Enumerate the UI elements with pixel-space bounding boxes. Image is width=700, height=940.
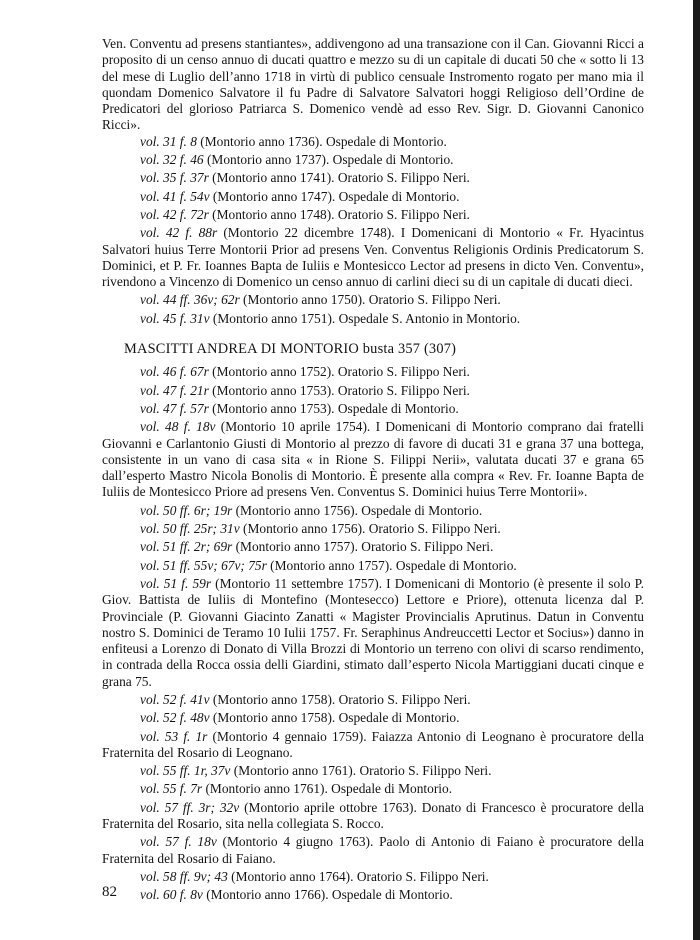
entry-reference: vol. 52 f. 48v <box>140 710 210 726</box>
archive-entry <box>102 364 644 380</box>
entry-reference: vol. 35 f. 37r <box>140 170 209 186</box>
archive-entry <box>102 521 644 537</box>
entry-text: (Montorio anno 1747). Ospedale di Montorio. <box>209 188 460 204</box>
entry-reference: vol. 46 f. 67r <box>140 364 209 380</box>
entry-reference: vol. 57 ff. 3r; 32v <box>140 799 240 815</box>
archive-entry <box>102 207 644 223</box>
entry-reference: vol. 57 f. 18v <box>140 834 217 850</box>
page-number: 82 <box>102 884 117 900</box>
entry-reference: vol. 53 f. 1r <box>140 728 208 744</box>
entry-text: (Montorio anno 1750). Oratorio S. Filippo Neri. <box>239 292 501 308</box>
archive-entry <box>102 763 644 779</box>
entry-text: (Montorio 4 gennaio 1759). Faiazza Antonio di Leognano è procuratore della Fraternita del Rosario di Leognano. <box>102 728 644 760</box>
opening-paragraph: Ven. Conventu ad presens stantiantes», addivengono ad una transazione con il Can. Giovanni Ricci a proposito di un censo annuo di ducati quattro e mezzo su di un capitale di ducati 50 che « sotto li 13 del mese di Luglio dell’anno 1718 in virtù di publico censuale Instromento rogato per mano mia il quondam Domenico Salvatore il fu Padre di Salvatore Salvatori hoggi Religioso dell’Ordine de Predicatori del glorioso Patriarca S. Domenico vendè ad esso Rev. Sigr. D. Giovanni Canonico Ricci». <box>102 36 644 133</box>
archive-entry <box>102 292 644 308</box>
archive-entry <box>102 539 644 555</box>
entry-text: (Montorio anno 1758). Oratorio S. Filippo Neri. <box>209 691 471 707</box>
entry-text: (Montorio anno 1761). Ospedale di Montorio. <box>202 781 453 797</box>
entry-text: (Montorio anno 1736). Ospedale di Montorio. <box>196 133 447 149</box>
entries-after-list <box>102 364 644 903</box>
entry-text: (Montorio 10 aprile 1754). I Domenicani di Montorio comprano dai fratelli Giovanni e Carlantonio Giusti di Montorio al prezzo di favore di ducati 31 e grana 37 una bottega, consistente in un vano di casa sita « in Rione S. Filippi Nerii», valutata ducati 37 e grana 65 dall’esperto Mastro Nicola Bonolis di Montorio. È presente alla compra « Rev. Fr. Ioanne Bapta de Iuliis de Montesicco Priore ad presens Ven. Conventus S. Dominici huius Terre Montorii». <box>102 419 644 500</box>
archive-entry <box>102 225 644 290</box>
page-body <box>102 36 644 906</box>
archive-entry <box>102 710 644 726</box>
entry-reference: vol. 50 ff. 25r; 31v <box>140 521 240 537</box>
entry-text: (Montorio anno 1751). Ospedale S. Antonio in Montorio. <box>209 310 521 326</box>
entry-text: (Montorio anno 1753). Oratorio S. Filippo Neri. <box>208 382 470 398</box>
entry-reference: vol. 42 f. 88r <box>140 225 218 241</box>
entry-text: (Montorio anno 1756). Ospedale di Montorio. <box>232 502 483 518</box>
archive-entry <box>102 134 644 150</box>
entries-before-list <box>102 134 644 327</box>
archive-entry <box>102 692 644 708</box>
entry-text: (Montorio anno 1737). Ospedale di Montorio. <box>203 152 454 168</box>
archive-entry <box>102 152 644 168</box>
entry-text: (Montorio anno 1753). Ospedale di Montorio. <box>208 400 459 416</box>
archive-entry <box>102 869 644 885</box>
entry-text: (Montorio anno 1757). Ospedale di Montorio. <box>266 557 517 573</box>
entry-reference: vol. 31 f. 8 <box>140 133 197 149</box>
entry-reference: vol. 60 f. 8v <box>140 887 203 903</box>
entry-text: (Montorio anno 1761). Oratorio S. Filippo Neri. <box>230 763 492 779</box>
entry-reference: vol. 51 f. 59r <box>140 575 212 591</box>
entry-text: (Montorio anno 1766). Ospedale di Montorio. <box>202 887 453 903</box>
entry-text: (Montorio 4 giugno 1763). Paolo di Antonio di Faiano è procuratore della Fraternita del Rosario di Faiano. <box>102 834 644 866</box>
entry-reference: vol. 32 f. 46 <box>140 152 204 168</box>
entry-reference: vol. 55 ff. 1r, 37v <box>140 763 231 779</box>
section-heading: MASCITTI ANDREA DI MONTORIO busta 357 (307) <box>124 341 457 358</box>
entry-text: (Montorio anno 1741). Oratorio S. Filippo Neri. <box>208 170 470 186</box>
entry-reference: vol. 55 f. 7r <box>140 781 203 797</box>
entry-reference: vol. 47 f. 21r <box>140 382 209 398</box>
entry-reference: vol. 41 f. 54v <box>140 188 210 204</box>
entry-reference: vol. 42 f. 72r <box>140 206 209 222</box>
entry-reference: vol. 50 ff. 6r; 19r <box>140 502 233 518</box>
archive-entry <box>102 170 644 186</box>
entry-text: (Montorio anno 1758). Ospedale di Montorio. <box>209 710 460 726</box>
entry-reference: vol. 47 f. 57r <box>140 400 209 416</box>
entry-text: (Montorio anno 1756). Oratorio S. Filippo Neri. <box>239 521 501 537</box>
entry-reference: vol. 51 ff. 55v; 67v; 75r <box>140 557 267 573</box>
entry-reference: vol. 44 ff. 36v; 62r <box>140 292 240 308</box>
archive-entry <box>102 729 644 762</box>
entry-reference: vol. 45 f. 31v <box>140 310 210 326</box>
entry-reference: vol. 48 f. 18v <box>140 419 216 435</box>
archive-entry <box>102 887 644 903</box>
archive-entry <box>102 383 644 399</box>
entry-text: (Montorio anno 1764). Oratorio S. Filippo Neri. <box>227 868 489 884</box>
archive-entry <box>102 311 644 327</box>
page-edge-shadow <box>693 0 700 940</box>
archive-entry <box>102 800 644 833</box>
entry-text: (Montorio anno 1748). Oratorio S. Filippo Neri. <box>208 206 470 222</box>
entry-text: (Montorio 22 dicembre 1748). I Domenicani di Montorio « Fr. Hyacintus Salvatori huius Terre Montorii Prior ad presens Ven. Conventus Religionis Ordinis Predicatorum S. Dominici, et P. Fr. Ioannes Bapta de Iuliis e Montesicco Lector ad presens in dicto Ven. Conventu», rivendono a Vincenzo di Domenico un censo annuo di carlini dieci su di un capitale di ducati dieci. <box>102 225 645 290</box>
archive-entry <box>102 401 644 417</box>
archive-entry <box>102 189 644 205</box>
entry-reference: vol. 58 ff. 9v; 43 <box>140 868 228 884</box>
entry-reference: vol. 51 ff. 2r; 69r <box>140 539 233 555</box>
archive-entry <box>102 781 644 797</box>
archive-entry <box>102 558 644 574</box>
archive-entry <box>102 503 644 519</box>
archive-entry <box>102 834 644 867</box>
entry-text: (Montorio 11 settembre 1757). I Domenicani di Montorio (è presente il solo P. Giov. Battista de Iuliis di Montefino (Montesecco) Lettore e Priore), ottenuta licenza dal P. Provinciale (P. Giovanni Giacinto Zanatti « Magister Provincialis Aprutinus. Datun in Conventu nostro S. Dominici de Teramo 10 Iulii 1757. Fr. Seraphinus Andreuccetti Lector et Socius») danno in enfiteusi a Lorenzo di Donato di Villa Brozzi di Montorio un terreno con olivi di scarso rendimento, in contrada della Rocca ossia delli Giardini, stimato dall’esperto Nicola Martiggiani ducati cinque e grana 75. <box>102 575 644 689</box>
entry-reference: vol. 52 f. 41v <box>140 691 210 707</box>
archive-entry <box>102 576 644 690</box>
entry-text: (Montorio anno 1757). Oratorio S. Filippo Neri. <box>232 539 494 555</box>
archive-entry <box>102 419 644 500</box>
entry-text: (Montorio aprile ottobre 1763). Donato di Francesco è procuratore della Fraternita del Rosario, sita nella collegiata S. Rocco. <box>102 799 644 832</box>
entry-text: (Montorio anno 1752). Oratorio S. Filippo Neri. <box>208 364 470 380</box>
